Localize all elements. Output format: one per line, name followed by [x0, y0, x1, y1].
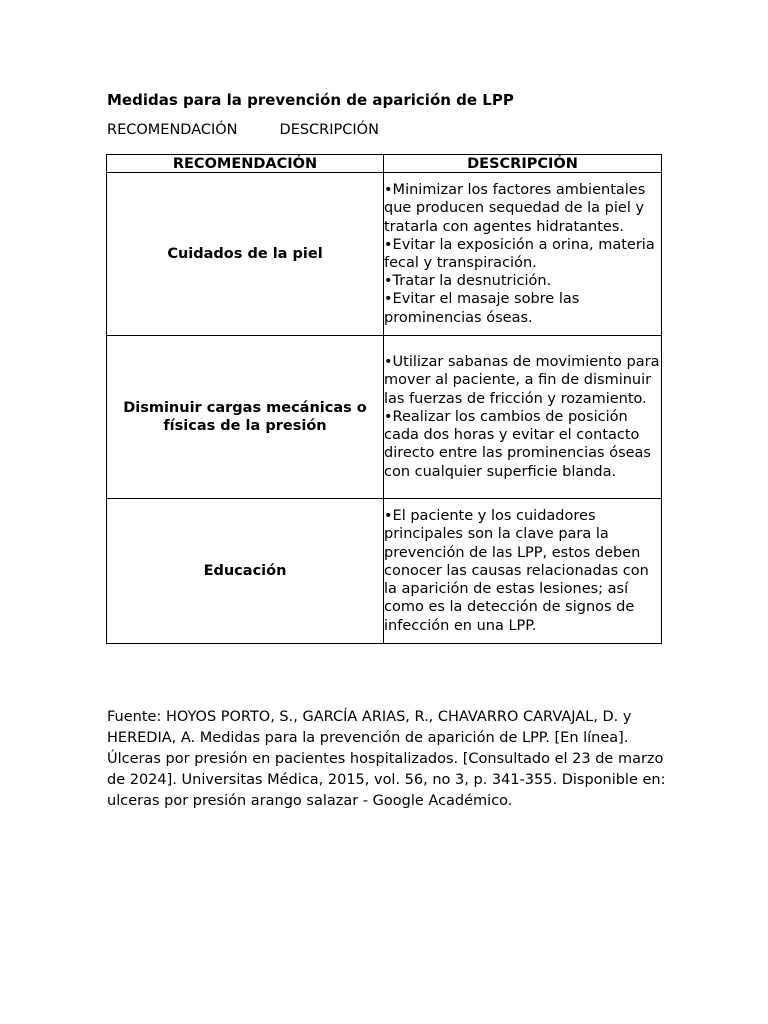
table-row [107, 499, 662, 644]
recommendation-cell: Educación [107, 499, 384, 644]
description-item: •Realizar los cambios de posición cada dos horas y evitar el contacto directo entre las prominencias óseas con cualquier superficie blanda. [384, 408, 651, 480]
table-row [107, 173, 662, 336]
table-header-row [107, 155, 662, 173]
document-title: Medidas para la prevención de aparición de LPP [107, 91, 514, 109]
column-label-recommendation: RECOMENDACIÓN [107, 122, 238, 138]
description-item: •Tratar la desnutrición. [384, 273, 552, 290]
source-citation: Fuente: HOYOS PORTO, S., GARCÍA ARIAS, R., CHAVARRO CARVAJAL, D. y HEREDIA, A. Medidas para la prevención de aparición de LPP. [En línea]. Úlceras por presión en pacientes hospitalizados. [Consultado el 23 de marzo de 2024]. Universitas Médica, 2015, vol. 56, no 3, p. 341-355. Disponible en: ulceras por presión arango salazar - Google Académico. [107, 709, 666, 809]
column-labels [107, 122, 379, 138]
description-item: •Evitar el masaje sobre las prominencias óseas. [384, 291, 580, 326]
header-recommendation: RECOMENDACIÓN [107, 155, 384, 173]
description-cell [384, 499, 662, 644]
column-label-description: DESCRIPCIÓN [279, 122, 379, 138]
description-item: •Minimizar los factores ambientales que producen sequedad de la piel y tratarla con agentes hidratantes. [384, 182, 646, 235]
measures-table [106, 154, 662, 644]
description-cell [384, 173, 662, 336]
description-cell [384, 336, 662, 499]
description-item: •Utilizar sabanas de movimiento para mover al paciente, a fin de disminuir las fuerzas de fricción y rozamiento. [384, 354, 660, 407]
recommendation-cell: Cuidados de la piel [107, 173, 384, 336]
description-item: •El paciente y los cuidadores principales son la clave para la prevención de las LPP, estos deben conocer las causas relacionadas con la aparición de estas lesiones; así como es la detección de signos de infección en una LPP. [384, 508, 649, 634]
table-row [107, 336, 662, 499]
description-item: •Evitar la exposición a orina, materia fecal y transpiración. [384, 236, 655, 271]
header-description: DESCRIPCIÓN [384, 155, 662, 173]
recommendation-cell: Disminuir cargas mecánicas o físicas de la presión [107, 336, 384, 499]
